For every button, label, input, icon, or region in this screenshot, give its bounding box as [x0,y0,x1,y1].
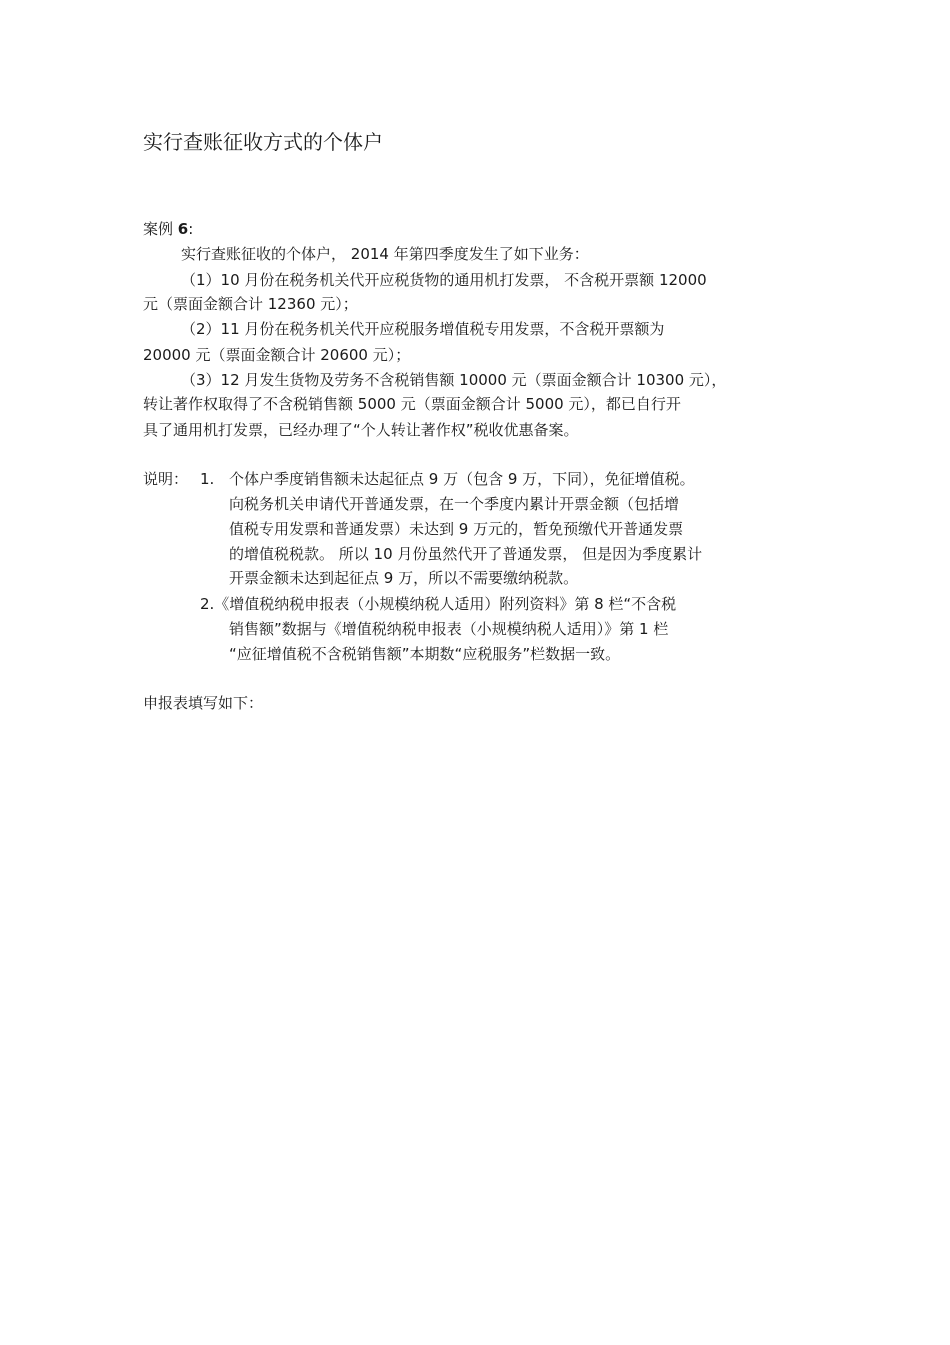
note-1-line-4: 的增值税税款。 所以 10 月份虽然代开了普通发票， 但是因为季度累计 [229,545,703,563]
item-2-line-2: 20000 元（票面金额合计 20600 元）； [143,346,411,364]
note-2-line-3: “应征增值税不含税销售额”本期数“应税服务”栏数据一致。 [229,645,621,663]
page-title: 实行查账征收方式的个体户 [143,130,383,154]
item-3-line-3: 具了通用机打发票，已经办理了“个人转让著作权”税收优惠备案。 [143,421,579,439]
item-1-line-1: （1）10 月份在税务机关代开应税货物的通用机打发票， 不含税开票额 12000 [181,271,707,289]
case-label: 案例 [143,220,174,238]
note-2-line-1: 2.《增值税纳税申报表（小规模纳税人适用）附列资料》第 8 栏“不含税 [200,595,677,613]
item-3-line-2: 转让著作权取得了不含税销售额 5000 元（票面金额合计 5000 元），都已自行开 [143,395,681,413]
note-2-line-2: 销售额”数据与《增值税纳税申报表（小规模纳税人适用）》第 1 栏 [229,620,669,638]
case-colon: : [188,220,194,238]
case-heading [143,218,193,240]
note-1-number: 1. [200,470,215,488]
note-1-line-3: 值税专用发票和普通发票）未达到 9 万元的，暂免预缴代开普通发票 [229,520,684,538]
note-1-line-1: 个体户季度销售额未达起征点 9 万（包含 9 万，下同），免征增值税。 [229,470,695,488]
notes-label: 说明： [143,470,189,488]
closing-line: 申报表填写如下： [143,694,264,712]
case-number: 6 [177,220,189,238]
item-1-line-2: 元（票面金额合计 12360 元）； [143,295,358,313]
note-1-line-5: 开票金额未达到起征点 9 万，所以不需要缴纳税款。 [229,569,579,587]
item-2-line-1: （2）11 月份在税务机关代开应税服务增值税专用发票，不含税开票额为 [181,320,665,338]
note-1-line-2: 向税务机关申请代开普通发票，在一个季度内累计开票金额（包括增 [229,495,680,513]
item-3-line-1: （3）12 月发生货物及劳务不含税销售额 10000 元（票面金额合计 10300 元）， [181,371,727,389]
intro-paragraph: 实行查账征收的个体户， 2014 年第四季度发生了如下业务： [181,245,589,263]
